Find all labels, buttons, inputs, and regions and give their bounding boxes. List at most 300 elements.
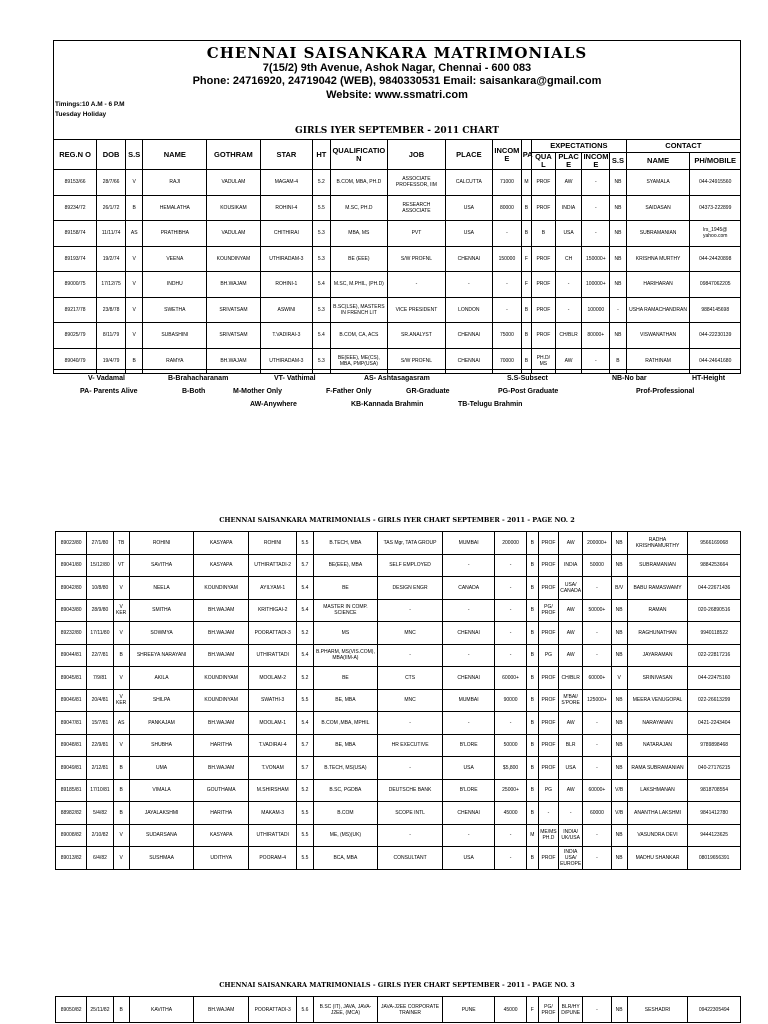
cell-exp-qual: - bbox=[538, 802, 558, 825]
table-row bbox=[54, 297, 741, 323]
cell-qualification: ME, (MS)(UK) bbox=[313, 824, 378, 847]
cell-pa: B bbox=[526, 779, 538, 802]
cell-regno: 89045/81 bbox=[56, 667, 87, 690]
cell-regno: 89013/82 bbox=[56, 847, 87, 870]
cell-star: SWATHI-3 bbox=[248, 689, 296, 712]
col-contact-name: NAME bbox=[626, 153, 690, 170]
cell-contact-name: LAKSHMANAN bbox=[627, 779, 688, 802]
table-row bbox=[56, 997, 741, 1023]
cell-exp-place: AW bbox=[559, 644, 583, 667]
cell-contact-phone: 020-26890516 bbox=[688, 599, 741, 622]
cell-star: ROHINI bbox=[248, 532, 296, 555]
cell-contact-phone: 044-22230139 bbox=[690, 323, 741, 349]
cell-ss: V bbox=[113, 622, 129, 645]
cell-contact-phone: 9884145698 bbox=[690, 297, 741, 323]
cell-income: - bbox=[495, 554, 526, 577]
cell-exp-place: - bbox=[559, 802, 583, 825]
cell-ss: B bbox=[113, 644, 129, 667]
cell-contact-name: MEERA VENUGOPAL bbox=[627, 689, 688, 712]
cell-exp-place: AW bbox=[559, 599, 583, 622]
col-exp-income: INCOM E bbox=[583, 152, 609, 169]
cell-dob: 28/9/80 bbox=[87, 599, 113, 622]
cell-star: ROHINI-4 bbox=[260, 195, 312, 221]
col-ht: HT bbox=[313, 140, 330, 170]
legend-anywhere: AW-Anywhere bbox=[250, 401, 297, 408]
cell-qualification: BE (EEE) bbox=[330, 246, 388, 272]
cell-dob: 17/10/81 bbox=[87, 779, 113, 802]
cell-pa: B bbox=[521, 221, 531, 247]
cell-exp-ss: NB bbox=[610, 195, 627, 221]
cell-star: T.VADIRAI-4 bbox=[248, 734, 296, 757]
cell-pa: B bbox=[526, 554, 538, 577]
cell-gothram: HARITHA bbox=[194, 802, 249, 825]
table-row bbox=[54, 323, 741, 349]
cell-contact-name: JAYARAMAN bbox=[627, 644, 688, 667]
table-row bbox=[56, 644, 741, 667]
cell-exp-ss: NB bbox=[610, 221, 627, 247]
cell-exp-place: BLR/HY D/PUNE bbox=[559, 997, 583, 1023]
cell-ss: TB bbox=[113, 532, 129, 555]
cell-gothram: HARITHA bbox=[194, 734, 249, 757]
cell-dob: 26/1/72 bbox=[97, 195, 126, 221]
cell-dob: 2/12/81 bbox=[87, 757, 113, 780]
cell-exp-ss: NB bbox=[611, 734, 627, 757]
cell-exp-qual: ME/MS PH.D bbox=[538, 824, 558, 847]
cell-exp-income: - bbox=[582, 348, 610, 374]
cell-exp-ss: NB bbox=[610, 246, 627, 272]
cell-name: VEENA bbox=[143, 246, 207, 272]
cell-exp-income: - bbox=[583, 622, 611, 645]
cell-regno: 89041/80 bbox=[56, 554, 87, 577]
cell-star: KRITHIGAI-2 bbox=[248, 599, 296, 622]
cell-place: LONDON bbox=[445, 297, 492, 323]
col-star: STAR bbox=[260, 140, 312, 170]
cell-star: UTHIRATTADI bbox=[248, 824, 296, 847]
col-job: JOB bbox=[388, 140, 446, 170]
cell-star: MAGAM-4 bbox=[260, 170, 312, 196]
cell-income: 60000+ bbox=[495, 667, 526, 690]
legend-both: B-Both bbox=[182, 388, 206, 395]
cell-ht: 5.3 bbox=[313, 348, 330, 374]
cell-exp-income: - bbox=[583, 577, 611, 600]
chart-title: GIRLS IYER SEPTEMBER - 2011 CHART bbox=[295, 126, 499, 136]
cell-job: JAVA-J2EE CORPORATE TRAINER bbox=[378, 997, 443, 1023]
cell-ss: V bbox=[125, 272, 142, 298]
cell-regno: 89185/81 bbox=[56, 779, 87, 802]
col-pa: PA bbox=[521, 140, 531, 170]
cell-exp-ss: NB bbox=[611, 622, 627, 645]
table-row bbox=[56, 599, 741, 622]
cell-name: SUBASHINI bbox=[143, 323, 207, 349]
phone-email-line: Phone: 24716920, 24719042 (WEB), 9840330531 Email: saisankara@gmail.com bbox=[192, 75, 602, 87]
cell-dob: 5/4/82 bbox=[87, 802, 113, 825]
cell-gothram: BH.WAJAM bbox=[194, 599, 249, 622]
cell-dob: 23/8/78 bbox=[97, 297, 126, 323]
cell-name: VIMALA bbox=[129, 779, 194, 802]
cell-contact-phone: 08019656391 bbox=[688, 847, 741, 870]
main-chart-table bbox=[53, 139, 741, 374]
cell-place: CHENNAI bbox=[442, 667, 495, 690]
cell-exp-income: - bbox=[583, 824, 611, 847]
cell-place: PUNE bbox=[442, 997, 495, 1023]
cell-pa: B bbox=[526, 667, 538, 690]
cell-pa: F bbox=[521, 272, 531, 298]
cell-qualification: B.COM bbox=[313, 802, 378, 825]
cell-income: - bbox=[495, 644, 526, 667]
cell-regno: 89048/81 bbox=[56, 734, 87, 757]
cell-star: M.SHIRSHAM bbox=[248, 779, 296, 802]
cell-contact-phone: 9940118522 bbox=[688, 622, 741, 645]
cell-job: - bbox=[378, 712, 443, 735]
cell-gothram: BH.WAJAM bbox=[194, 644, 249, 667]
cell-name: AKILA bbox=[129, 667, 194, 690]
cell-exp-place: INDIA/ UK/USA bbox=[559, 824, 583, 847]
cell-job: SELF EMPLOYED bbox=[378, 554, 443, 577]
cell-place: - bbox=[442, 554, 495, 577]
cell-qualification: B.TECH, MS(USA) bbox=[313, 757, 378, 780]
cell-place: - bbox=[445, 272, 492, 298]
cell-regno: 89050/82 bbox=[56, 997, 87, 1023]
cell-contact-phone: 9818708554 bbox=[688, 779, 741, 802]
cell-place: - bbox=[442, 824, 495, 847]
cell-gothram: KOUNDINYAM bbox=[194, 667, 249, 690]
legend-vadamal: V- Vadamal bbox=[88, 375, 125, 382]
cell-job: - bbox=[378, 757, 443, 780]
cell-exp-place: USA bbox=[555, 221, 582, 247]
cell-contact-name: USHA RAMACHANDRAN bbox=[626, 297, 690, 323]
cell-name: SAVITHA bbox=[129, 554, 194, 577]
cell-income: 150000 bbox=[493, 246, 522, 272]
cell-job: - bbox=[378, 599, 443, 622]
cell-income: 45000 bbox=[495, 997, 526, 1023]
cell-ht: 5.2 bbox=[297, 622, 313, 645]
cell-contact-name: MADHU SHANKAR bbox=[627, 847, 688, 870]
cell-qualification: B.TECH, MBA bbox=[313, 532, 378, 555]
cell-place: B'LORE bbox=[442, 734, 495, 757]
legend-kannada: KB-Kannada Brahmin bbox=[351, 401, 424, 408]
col-ss: S.S bbox=[125, 140, 142, 170]
cell-pa: B bbox=[526, 622, 538, 645]
cell-income: - bbox=[493, 221, 522, 247]
cell-ss: AS bbox=[125, 221, 142, 247]
cell-exp-income: 50000+ bbox=[583, 599, 611, 622]
cell-exp-qual: PROF bbox=[538, 667, 558, 690]
cell-exp-income: - bbox=[583, 997, 611, 1023]
legend-graduate: GR-Graduate bbox=[406, 388, 450, 395]
cell-contact-phone: 09847062205 bbox=[690, 272, 741, 298]
cell-job: MNC bbox=[378, 689, 443, 712]
table-row bbox=[56, 757, 741, 780]
cell-dob: 15/12/80 bbox=[87, 554, 113, 577]
cell-exp-ss: NB bbox=[611, 712, 627, 735]
cell-contact-phone: 9566169068 bbox=[688, 532, 741, 555]
cell-ss: V bbox=[113, 824, 129, 847]
cell-gothram: VADULAM bbox=[207, 221, 260, 247]
cell-gothram: SRIVATSAM bbox=[207, 297, 260, 323]
cell-exp-place: - bbox=[555, 272, 582, 298]
cell-name: RAJI bbox=[143, 170, 207, 196]
cell-dob: 17/11/80 bbox=[87, 622, 113, 645]
cell-pa: B bbox=[521, 195, 531, 221]
cell-ht: 5.5 bbox=[297, 802, 313, 825]
cell-job: CTS bbox=[378, 667, 443, 690]
table-row bbox=[56, 712, 741, 735]
cell-exp-qual: PH.D/ MS bbox=[532, 348, 556, 374]
cell-regno: 89042/80 bbox=[56, 577, 87, 600]
cell-exp-qual: PROF bbox=[538, 689, 558, 712]
cell-ss: AS bbox=[113, 712, 129, 735]
cell-ss: V bbox=[113, 734, 129, 757]
cell-name: SHUBHA bbox=[129, 734, 194, 757]
cell-exp-place: AW bbox=[559, 712, 583, 735]
cell-contact-phone: 044-24420898 bbox=[690, 246, 741, 272]
col-regno: REG.N O bbox=[54, 140, 97, 170]
table-row bbox=[56, 802, 741, 825]
cell-qualification: MBA, MS bbox=[330, 221, 388, 247]
cell-regno: 89008/82 bbox=[56, 824, 87, 847]
cell-contact-phone: 9789898468 bbox=[688, 734, 741, 757]
cell-contact-name: NARAYANAN bbox=[627, 712, 688, 735]
cell-regno: 88982/82 bbox=[56, 802, 87, 825]
cell-ht: 5.4 bbox=[313, 323, 330, 349]
table-row bbox=[54, 170, 741, 196]
cell-gothram: KOUSIKAM bbox=[207, 195, 260, 221]
col-dob: DOB bbox=[97, 140, 126, 170]
cell-contact-phone: 044-22671436 bbox=[688, 577, 741, 600]
cell-exp-qual: PROF bbox=[538, 734, 558, 757]
cell-job: S/W PROFNL bbox=[388, 348, 446, 374]
cell-gothram: KASYAPA bbox=[194, 824, 249, 847]
cell-gothram: KASYAPA bbox=[194, 532, 249, 555]
cell-exp-income: 80000+ bbox=[582, 323, 610, 349]
cell-gothram: SRIVATSAM bbox=[207, 323, 260, 349]
cell-qualification: MS bbox=[313, 622, 378, 645]
cell-qualification: BE(EEE), ME(CS), MBA, PMP(USA) bbox=[330, 348, 388, 374]
cell-place: - bbox=[442, 644, 495, 667]
cell-exp-place: AW bbox=[555, 170, 582, 196]
cell-exp-income: 60000+ bbox=[583, 667, 611, 690]
cell-name: INDHU bbox=[143, 272, 207, 298]
cell-star: UTHIRATTADI-2 bbox=[248, 554, 296, 577]
col-gothram: GOTHRAM bbox=[207, 140, 260, 170]
cell-exp-ss: NB bbox=[610, 170, 627, 196]
cell-exp-income: 60000 bbox=[583, 802, 611, 825]
table-row bbox=[56, 532, 741, 555]
cell-ss: V bbox=[125, 323, 142, 349]
cell-exp-ss: NB bbox=[611, 997, 627, 1023]
table-row bbox=[56, 554, 741, 577]
cell-place: B'LORE bbox=[442, 779, 495, 802]
legend-post-graduate: PG-Post Graduate bbox=[498, 388, 559, 395]
cell-exp-place: AW bbox=[555, 348, 582, 374]
cell-exp-qual: PG bbox=[538, 779, 558, 802]
cell-exp-place: INDIA bbox=[559, 554, 583, 577]
cell-pa: B bbox=[526, 757, 538, 780]
cell-pa: B bbox=[526, 802, 538, 825]
cell-ss: B bbox=[125, 195, 142, 221]
cell-exp-qual: PROF bbox=[532, 195, 556, 221]
cell-place: CHENNAI bbox=[442, 622, 495, 645]
cell-regno: 89043/80 bbox=[56, 599, 87, 622]
cell-gothram: BH.WAJAM bbox=[194, 622, 249, 645]
cell-income: 80000 bbox=[493, 195, 522, 221]
page2-chart-table bbox=[55, 531, 741, 870]
cell-pa: B bbox=[521, 348, 531, 374]
cell-place: CHENNAI bbox=[445, 246, 492, 272]
cell-name: JAYALAKSHMI bbox=[129, 802, 194, 825]
cell-star: T.VONAM bbox=[248, 757, 296, 780]
cell-job: - bbox=[388, 272, 446, 298]
cell-star: MOOLAM-2 bbox=[248, 667, 296, 690]
cell-exp-income: 60000+ bbox=[583, 779, 611, 802]
cell-qualification: BE, MBA bbox=[313, 689, 378, 712]
legend-telugu: TB-Telugu Brahmin bbox=[458, 401, 523, 408]
cell-name: SUSHMAA bbox=[129, 847, 194, 870]
cell-exp-ss: V/B bbox=[611, 802, 627, 825]
cell-gothram: BH.WAJAM bbox=[207, 348, 260, 374]
cell-exp-ss: NB bbox=[611, 599, 627, 622]
cell-income: - bbox=[495, 622, 526, 645]
col-place: PLACE bbox=[445, 140, 492, 170]
cell-ht: 5.4 bbox=[297, 644, 313, 667]
cell-regno: 89000/75 bbox=[54, 272, 97, 298]
cell-pa: B bbox=[526, 644, 538, 667]
cell-job: VICE PRESIDENT bbox=[388, 297, 446, 323]
cell-place: USA bbox=[445, 195, 492, 221]
cell-regno: 89023/80 bbox=[56, 532, 87, 555]
cell-ht: 5.3 bbox=[313, 297, 330, 323]
cell-contact-name: RAMAN bbox=[627, 599, 688, 622]
cell-name: RAMYA bbox=[143, 348, 207, 374]
cell-qualification: BE(EEE), MBA bbox=[313, 554, 378, 577]
cell-qualification: BE bbox=[313, 667, 378, 690]
cell-ss: V KER bbox=[113, 689, 129, 712]
cell-pa: B bbox=[526, 734, 538, 757]
cell-contact-name: RAMA SUBRAMANIAN bbox=[627, 757, 688, 780]
cell-income: - bbox=[495, 824, 526, 847]
cell-star: POORATTADI-3 bbox=[248, 997, 296, 1023]
cell-qualification: M.SC, PH.D bbox=[330, 195, 388, 221]
cell-contact-name: SESHADRI bbox=[627, 997, 688, 1023]
legend-subsect: S.S-Subsect bbox=[507, 375, 548, 382]
cell-place: CANADA bbox=[442, 577, 495, 600]
page3-chart-table bbox=[55, 996, 741, 1023]
cell-income: 75000 bbox=[493, 323, 522, 349]
cell-exp-ss: - bbox=[610, 297, 627, 323]
cell-ss: V bbox=[113, 847, 129, 870]
cell-exp-ss: NB bbox=[611, 824, 627, 847]
cell-place: MUMBAI bbox=[442, 532, 495, 555]
cell-exp-ss: NB bbox=[611, 532, 627, 555]
cell-ss: B bbox=[113, 997, 129, 1023]
cell-pa: B bbox=[526, 712, 538, 735]
cell-exp-place: USA bbox=[559, 757, 583, 780]
cell-exp-income: - bbox=[582, 221, 610, 247]
cell-exp-income: - bbox=[582, 195, 610, 221]
cell-exp-ss: B/V bbox=[611, 577, 627, 600]
cell-contact-name: RAGHUNATHAN bbox=[627, 622, 688, 645]
cell-exp-ss: NB bbox=[610, 272, 627, 298]
cell-contact-phone: 09422305494 bbox=[688, 997, 741, 1023]
cell-qualification: B.PHARM, MS(VIS.COM), MBA(IIM-A) bbox=[313, 644, 378, 667]
cell-qualification: B.COM, CA, ACS bbox=[330, 323, 388, 349]
cell-place: CHENNAI bbox=[445, 323, 492, 349]
cell-dob: 8/11/79 bbox=[97, 323, 126, 349]
legend-height: HT-Height bbox=[692, 375, 726, 382]
cell-contact-name: VASUNDRA DEVI bbox=[627, 824, 688, 847]
cell-ht: 5.7 bbox=[297, 757, 313, 780]
cell-ss: VT bbox=[113, 554, 129, 577]
col-exp-place: PLAC E bbox=[555, 153, 582, 170]
cell-ht: 5.7 bbox=[297, 554, 313, 577]
cell-star: T.VADIRAI-3 bbox=[260, 323, 312, 349]
cell-ht: 5.5 bbox=[297, 689, 313, 712]
cell-exp-place: INDIA USA/ EUROPE bbox=[559, 847, 583, 870]
cell-job: MNC bbox=[378, 622, 443, 645]
cell-income: - bbox=[495, 712, 526, 735]
website-line: Website: www.ssmatri.com bbox=[326, 89, 468, 101]
cell-gothram: BH.WAJAM bbox=[194, 757, 249, 780]
cell-exp-qual: B bbox=[532, 221, 556, 247]
cell-name: SHREEYA NARAYANI bbox=[129, 644, 194, 667]
cell-exp-income: - bbox=[583, 712, 611, 735]
table-row bbox=[56, 779, 741, 802]
legend-father-only: F-Father Only bbox=[326, 388, 372, 395]
cell-job: CONSULTANT bbox=[378, 847, 443, 870]
cell-ht: 5.5 bbox=[297, 824, 313, 847]
cell-contact-phone: 044-22475160 bbox=[688, 667, 741, 690]
cell-exp-qual: PG/ PROF bbox=[538, 599, 558, 622]
cell-exp-place: CH/BLR bbox=[559, 667, 583, 690]
cell-dob: 2/10/82 bbox=[87, 824, 113, 847]
cell-ss: V bbox=[125, 297, 142, 323]
cell-contact-phone: 04373-222899 bbox=[690, 195, 741, 221]
cell-gothram: GOUTHAMA bbox=[194, 779, 249, 802]
cell-contact-name: SAIDASAN bbox=[626, 195, 690, 221]
table-row bbox=[56, 667, 741, 690]
cell-exp-income: - bbox=[583, 644, 611, 667]
cell-name: SUDARSANA bbox=[129, 824, 194, 847]
cell-ht: 5.4 bbox=[297, 577, 313, 600]
cell-contact-phone: 040-27176215 bbox=[688, 757, 741, 780]
cell-exp-ss: NB bbox=[611, 847, 627, 870]
cell-qualification: B.SC (IT), JAVA, JAVA-J2EE, (MCA) bbox=[313, 997, 378, 1023]
cell-dob: 19/4/79 bbox=[97, 348, 126, 374]
cell-exp-ss: B bbox=[610, 348, 627, 374]
holiday-text: Tuesday Holiday bbox=[55, 111, 107, 118]
cell-ht: 5.4 bbox=[297, 599, 313, 622]
cell-star: MOOLAM-1 bbox=[248, 712, 296, 735]
cell-regno: 89234/72 bbox=[54, 195, 97, 221]
cell-exp-place: - bbox=[555, 297, 582, 323]
table-row bbox=[54, 221, 741, 247]
cell-exp-ss: NB bbox=[611, 554, 627, 577]
cell-contact-phone: lrs_1945@ yahoo.com bbox=[690, 221, 741, 247]
cell-exp-ss: NB bbox=[611, 644, 627, 667]
cell-ss: B bbox=[113, 802, 129, 825]
col-contact-phone: PH/MOBILE bbox=[690, 153, 741, 170]
cell-ht: 5.2 bbox=[297, 667, 313, 690]
cell-gothram: KOUNDINYAM bbox=[207, 246, 260, 272]
cell-regno: 89025/79 bbox=[54, 323, 97, 349]
cell-exp-ss: V bbox=[611, 667, 627, 690]
cell-exp-qual: PROF bbox=[538, 847, 558, 870]
cell-exp-qual: PROF bbox=[538, 532, 558, 555]
cell-income: - bbox=[495, 847, 526, 870]
cell-exp-place: INDIA bbox=[555, 195, 582, 221]
cell-contact-phone: 022-26613299 bbox=[688, 689, 741, 712]
cell-job: SCOPE INTL bbox=[378, 802, 443, 825]
